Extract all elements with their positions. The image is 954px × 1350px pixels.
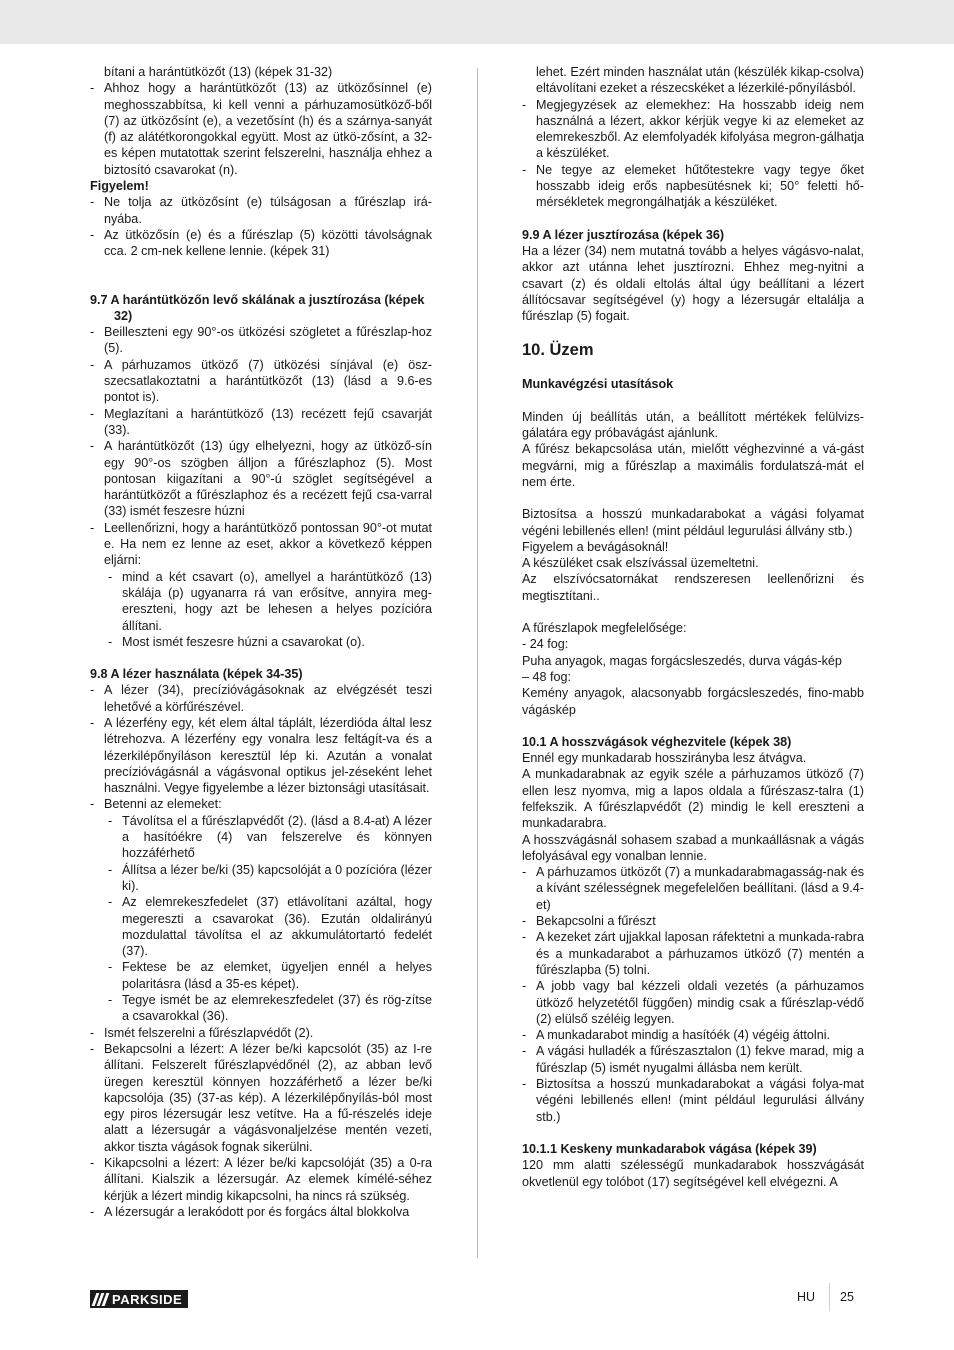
sub-list-item: - Állítsa a lézer be/ki (35) kapcsolóját a 0 pozícióra (lézer ki). [108, 862, 432, 893]
list-item: - A lézerfény egy, két elem által táplált, lézerdióda által lesz létrehozva. A lézerfény egy vonalra lesz feltágít-va és a lézerkilépőnyíláson keresztül lép ki. Azután a vonalat precízióvágásnál a vágásvonal optikus jel-zéseként lehet használni. Vegye figyelembe a lézer biztonsági utasításait. [90, 715, 432, 796]
paragraph: bítani a harántütközőt (13) (képek 31-32) [104, 65, 333, 79]
right-column [522, 64, 864, 1190]
caution-heading: Figyelem! [90, 179, 149, 194]
language-code: HU [797, 1290, 816, 1304]
list-item: - Bekapcsolni a lézert: A lézer be/ki kapcsolót (35) az I-re állítani. Felszerelt fűrészlapvédőnél (2), az abban levő üregen keresztül könnyen hozzáférhető a lézer be/ki kapcsolója (35) (37-as kép). A lézerkilépőnyílás-ból most egy piros lézersugár lesz vetítve. Ha a fű-részelés ideje alatt a lézersugár a vágásvonaljelzése mentén vezeti, akkor tiszta vágások fognak sikerülni. [90, 1041, 432, 1154]
sub-list-item: - Most ismét feszesre húzni a csavarokat (o). [108, 634, 365, 649]
section-heading: 9.8 A lézer használata (képek 34-35) [90, 667, 303, 682]
list-item: - A harántütközőt (13) úgy elhelyezni, hogy az ütköző-sín egy 90°-os szögben álljon a fűrészlaphoz (5). Most pontosan kiigazítani a 90°-ú szöglet segítségével a harántütközőt a fűrészlaphoz és a recézett fejű csa-varral (33) ismét feszesre húzni [90, 439, 432, 519]
list-item: - Biztosítsa a hosszú munkadarabokat a vágási folya-mat végéni lebillenés ellen! (mint például legurulási állvány stb.) [522, 1077, 864, 1124]
list-item: - Ahhoz hogy a harántütközőt (13) az ütközősínnel (e) meghosszabbítsa, ki kell venni a párhuzamosütköző-ből (7) az ütközősínt (e), a vezetősínt (h) és a szárnya-sanyát (f) az alátétkorongokkal együtt. Most az ütkö-zősínt, a 32-es képen mutatottak szerint felszerelni, használja ehhez a biztosító csavarokat (n). [90, 81, 432, 177]
list-item: - A lézer (34), precízióvágásoknak az elvégzését teszi lehetővé a körfűrészével. [90, 683, 432, 714]
paragraph: Az elszívócsatornákat rendszeresen leellenőrizni és megtisztítani.. [522, 572, 864, 603]
paragraph: Ha a lézer (34) nem mutatná tovább a helyes vágásvo-nalat, akkor azt utánna lehet jusztírozni. Ehhez meg-nyitni a csavart (z) és oldali eltolás által úgy beállítani a lézert állítócsavar segítségével (y) hogy a lézersugár eltalálja a fűrészlap (5) fogait. [522, 243, 864, 324]
paragraph: 120 mm alatti szélességű munkadarabok hosszvágását okvetlenül egy tolóbot (17) segítségével kell elvégezni. A [522, 1158, 864, 1189]
footer-divider [829, 1283, 830, 1311]
paragraph: A fűrészlapok megfelelősége: [522, 621, 687, 636]
page-number: 25 [840, 1290, 854, 1304]
list-item: - Meglazítani a harántütköző (13) recézett fejű csavarját (33). [90, 406, 432, 437]
list-item: - A jobb vagy bal kézzeli oldali vezetés (a párhuzamos ütköző helyzetétől függően) mindig csak a fűrészlap-védő (2) elülső széléig legyen. [522, 979, 864, 1026]
brand-logo [90, 1290, 188, 1308]
list-item: - A párhuzamos ütközőt (7) a munkadarabmagasság-nak és a kívánt szélességnek megefelelően beállítani. (lásd a 9.4-et) [522, 865, 864, 912]
paragraph: A hosszvágásnál sohasem szabad a munkaállásnak a vágás lefolyásával egy vonalban lennie. [522, 832, 864, 863]
paragraph: A munkadarabnak az egyik széle a párhuzamos ütköző (7) ellen lesz nyomva, mig a lapos oldala a fűrészasz-talra (1) felfekszik. A fűrészlapvédőt (2) mindig le kell ereszteni a munkadarabra. [522, 767, 864, 831]
list-item: - Ne tolja az ütközősínt (e) túlságosan a fűrészlap irá-nyába. [90, 195, 432, 226]
sub-list-item: - Fektese be az elemket, ügyeljen ennél a helyes polaritásra (lásd a 35-es képet). [108, 960, 432, 991]
left-column [90, 64, 432, 1220]
logo-slashes-icon [94, 1293, 107, 1306]
paragraph: A készüléket csak elszívással üzemeltetni. [522, 556, 759, 571]
section-heading: 10.1.1 Keskeny munkadarabok vágása (képek 39) [522, 1141, 817, 1156]
paragraph: Puha anyagok, magas forgácsleszedés, durva vágás-kép [522, 653, 842, 668]
sub-list-item: - Tegye ismét be az elemrekeszfedelet (37) és rög-zítse a csavarokkal (36). [108, 993, 432, 1024]
list-item: - Ne tegye az elemeket hűtőtestekre vagy tegye őket hosszabb ideig erős napbesütésnek ki; 50° feletti hő-mérsékletek megrongálhatják a készüléket. [522, 162, 864, 210]
paragraph: - 24 fog: [522, 637, 569, 652]
section-heading: 9.7 A harántütközőn levő skálának a jusztírozása (képek 32) [90, 292, 425, 323]
paragraph: Figyelem a bevágásoknál! [522, 539, 669, 554]
top-bar [0, 0, 954, 44]
brand-name: PARKSIDE [112, 1291, 183, 1307]
paragraph: Ennél egy munkadarab hosszirányba lesz átvágva. [522, 751, 807, 766]
paragraph: Kemény anyagok, alacsonyabb forgácsleszedés, fino-mabb vágáskép [522, 686, 864, 717]
sub-list-item: - Távolítsa el a fűrészlapvédőt (2). (lásd a 8.4-at) A lézer a hasítóékre (4) van felszerelve és könnyen hozzáférhető [108, 813, 432, 861]
list-item: - Kikapcsolni a lézert: A lézer be/ki kapcsolóját (35) a 0-ra állítani. Kialszik a lézersugár. Az elemek kímélé-séhez kérjük a lézert mindig kikapcsolni, ha nincs rá szükség. [90, 1156, 432, 1203]
paragraph: lehet. Ezért minden használat után (készülék kikap-csolva) eltávolítani ezeket a részecskéket a lézerkilé-pőnyílásból. [536, 65, 864, 96]
paragraph: Biztosítsa a hosszú munkadarabokat a vágási folyamat végéni lebillenés ellen! (mint például legurulási állvány stb.) [522, 507, 864, 538]
column-divider [477, 68, 478, 1258]
list-item: - A kezeket zárt ujjakkal laposan ráfektetni a munkada-rabra és a munkadarabot a párhuzamos ütköző (7) mentén a fűrészlapba (5) tolni. [522, 930, 864, 977]
paragraph: – 48 fog: [522, 669, 572, 684]
list-item: - Ismét felszerelni a fűrészlapvédőt (2). [90, 1025, 314, 1040]
section-heading: 9.9 A lézer jusztírozása (képek 36) [522, 227, 725, 242]
list-item: - Az ütközősín (e) és a fűrészlap (5) közötti távolságnak cca. 2 cm-nek kellene lennie. (képek 31) [90, 227, 432, 259]
list-item: - Leellenőrizni, hogy a harántütköző pontossan 90°-ot mutat e. Ha nem ez lenne az eset, akkor a következő képpen eljárni: [90, 520, 432, 568]
list-item: - Betenni az elemeket: [90, 797, 222, 812]
paragraph: Minden új beállítás után, a beállított mértékek felülvizs-gálatára egy próbavágást ajánlunk. [522, 409, 864, 441]
section-heading: 10.1 A hosszvágások véghezvitele (képek 38) [522, 734, 792, 749]
list-item: - A lézersugár a lerakódott por és forgács által blokkolva [90, 1204, 410, 1219]
list-item: - A vágási hulladék a fűrészasztalon (1) fekve marad, mig a fűrészlap (5) ismét nyugalmi állásba nem került. [522, 1044, 864, 1075]
subsection-heading: Munkavégzési utasítások [522, 377, 674, 392]
list-item: - A párhuzamos ütköző (7) ütközési sínjával (e) ösz-szecsatlakoztatni a harántütközőt (13) (lásd a 9.6-es pontot is). [90, 357, 432, 405]
chapter-heading: 10. Üzem [522, 341, 594, 360]
paragraph: A fűrész bekapcsolása után, mielőtt véghezvinné a vá-gást megvárni, mig a fűrészlap a maximális fordulatszá-mát el nem érte. [522, 442, 864, 489]
list-item: - A munkadarabot mindig a hasítóék (4) végéig áttolni. [522, 1028, 831, 1043]
sub-list-item: - mind a két csavart (o), amellyel a harántütköző (13) skálája (p) ugyanarra rá van erősítve, annyira meg-ereszteni, hogy azt be lehesen a helyes pozícióra állítani. [108, 569, 432, 633]
list-item: - Megjegyzések az elemekhez: Ha hosszabb ideig nem használná a lézert, akkor kérjük vegye ki az elemeket az elemrekeszből. Az elemfolyadék kifolyása megron-gálhatja a készüléket. [522, 97, 864, 161]
list-item: - Beilleszteni egy 90°-os ütközési szögletet a fűrészlap-hoz (5). [90, 325, 432, 356]
list-item: - Bekapcsolni a fűrészt [522, 914, 656, 929]
sub-list-item: - Az elemrekeszfedelet (37) etlávolítani azáltal, hogy megereszti a csavarokat (36). Ezután oldalirányú mozdulattal távolítsa el az akkumulátortartó fedelét (37). [108, 895, 432, 959]
